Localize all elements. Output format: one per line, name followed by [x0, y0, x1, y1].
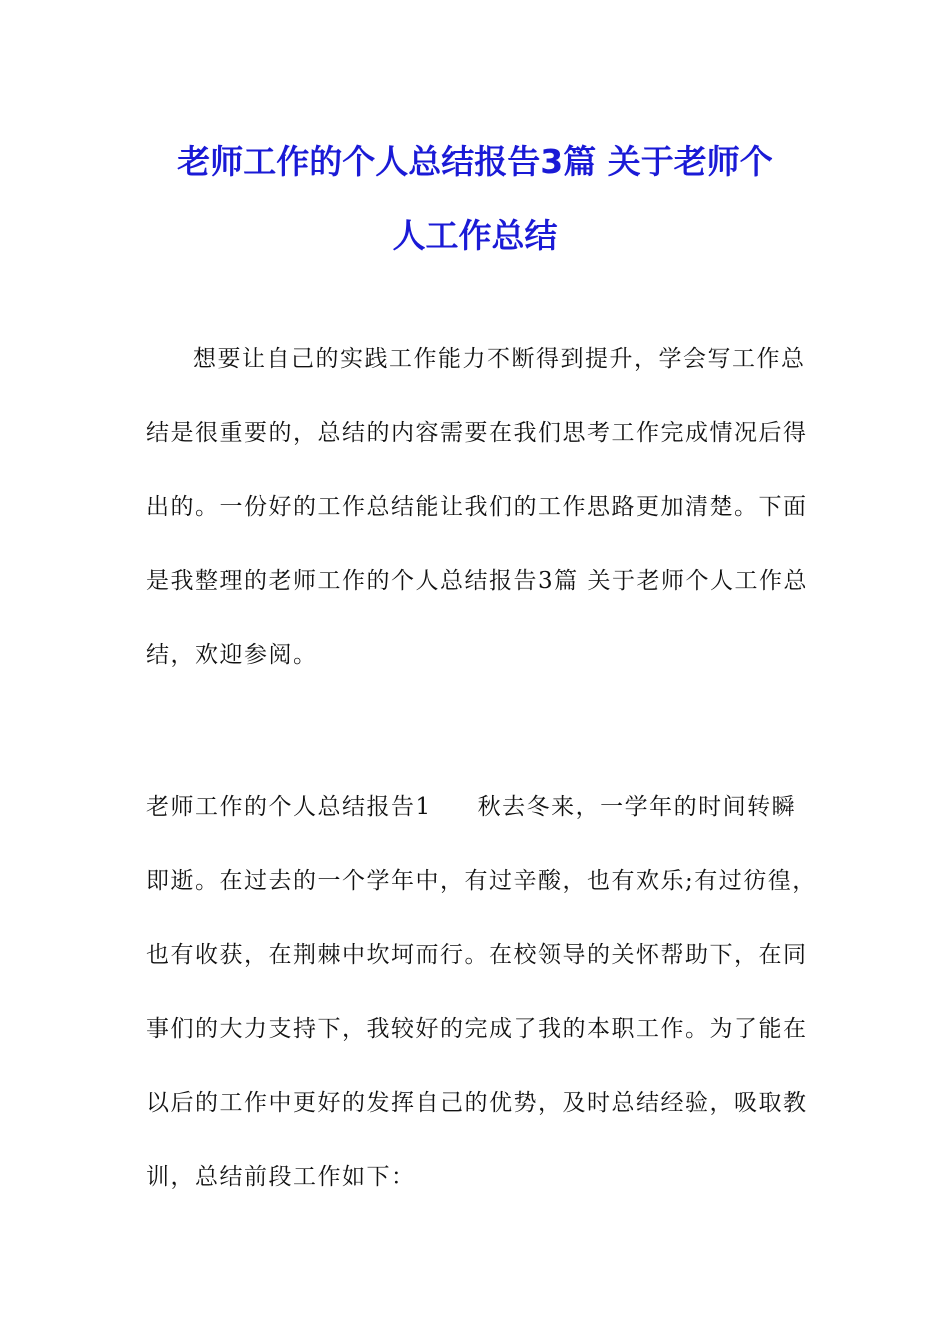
- section-heading: 老师工作的个人总结报告1: [146, 794, 432, 820]
- paragraph-line: 训，总结前段工作如下：: [146, 1164, 416, 1190]
- document-title: [140, 128, 810, 276]
- paragraph-line: 想要让自己的实践工作能力不断得到提升，学会写工作总: [193, 346, 806, 372]
- paragraph-line: 出的。一份好的工作总结能让我们的工作思路更加清楚。下面: [146, 494, 808, 520]
- paragraph-line: [146, 770, 808, 844]
- paragraph-line: 事们的大力支持下，我较好的完成了我的本职工作。为了能在: [146, 1016, 808, 1042]
- paragraph-line: 结，欢迎参阅。: [146, 642, 318, 668]
- section-text: 秋去冬来，一学年的时间转瞬: [477, 794, 797, 820]
- paragraph-line: 以后的工作中更好的发挥自己的优势，及时总结经验，吸取教: [146, 1090, 808, 1116]
- paragraph-line: 也有收获，在荆棘中坎坷而行。在校领导的关怀帮助下，在同: [146, 942, 808, 968]
- section-1-paragraph: [146, 770, 817, 1214]
- paragraph-line: 是我整理的老师工作的个人总结报告3篇 关于老师个人工作总: [146, 568, 808, 594]
- paragraph-line: 即逝。在过去的一个学年中，有过辛酸，也有欢乐;有过彷徨，: [146, 868, 817, 894]
- title-line: 人工作总结: [392, 216, 558, 255]
- paragraph-line: 结是很重要的，总结的内容需要在我们思考工作完成情况后得: [146, 420, 808, 446]
- title-line: 老师工作的个人总结报告3篇 关于老师个: [177, 142, 773, 181]
- intro-paragraph: [146, 322, 808, 692]
